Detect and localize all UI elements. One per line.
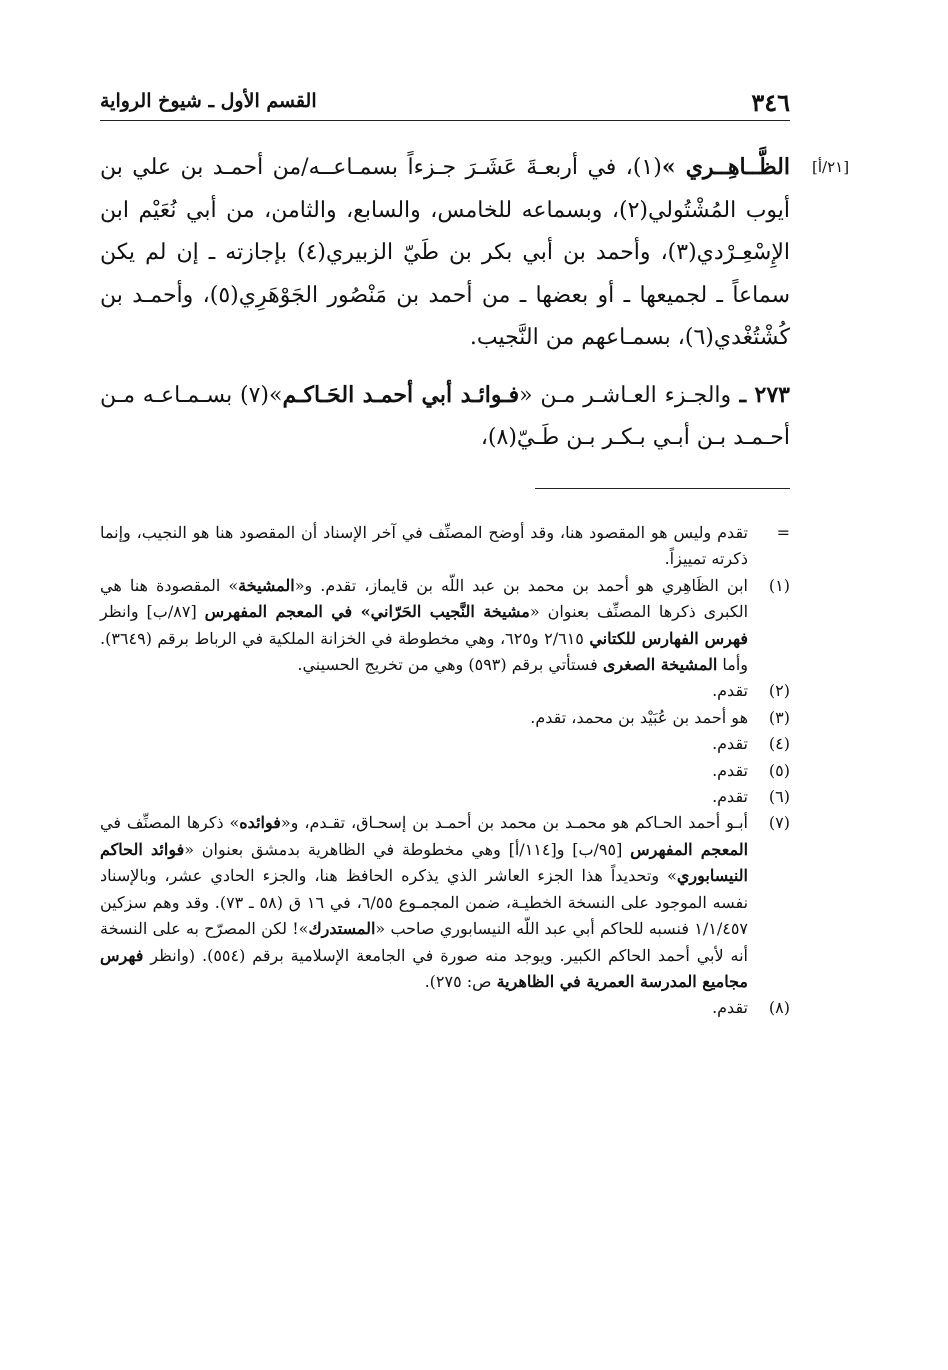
text-run: تقدم. bbox=[712, 760, 748, 780]
text-run: »(٧) بسـمـاعـه مـن أحـمـد بـن أبـي بـكـر بـن طَـيّ(٨)، bbox=[100, 382, 790, 450]
footnote-text bbox=[100, 995, 748, 1021]
text-run: » وتحديداً هذا الجزء العاشر الذي يذكره الحافظ هنا، والجزء الحادي عشر، وبالإسناد نفسه الموجود على النسخة الخطيـة، ضمن المجمـوع ٦/٥٥، في ١٦ ق (٥٨ ـ ٧٣). وقد وهم سزكين ١/١/٤٥٧ فنسبه للحاكم أبي عبد اللّه النيسابوري صاحب « bbox=[100, 866, 749, 939]
text-run: [٨٧/ب] وانظر bbox=[100, 602, 205, 622]
text-run: » ذكرها المصنِّف في bbox=[100, 813, 240, 833]
text-run: ص: ٢٧٥). bbox=[424, 971, 497, 991]
footnote-separator bbox=[535, 488, 790, 489]
footnote bbox=[100, 758, 790, 784]
footnote-text bbox=[100, 784, 748, 810]
bold-text: المشيخة الصغرى bbox=[602, 655, 718, 675]
footnote-number: (٥) bbox=[768, 760, 790, 780]
footnote-number: (٤) bbox=[768, 734, 790, 754]
margin-reference: [٢١/أ] bbox=[812, 158, 850, 176]
bold-text: فهرس الفهارس للكتاني bbox=[589, 628, 748, 648]
bold-text: مشيخة النَّجيب الحَرّاني» في المعجم المفهرس bbox=[204, 602, 530, 622]
text-run: » المقصودة هنا هي الكبرى ذكرها المصنِّف بعنوان « bbox=[100, 575, 749, 622]
footnote-number: (١) bbox=[768, 575, 790, 595]
text-run: والجـزء العـاشـر مـن « bbox=[519, 382, 732, 408]
bold-text: الظَّــاهِــري » bbox=[661, 154, 791, 180]
text-run: تقدم. bbox=[712, 681, 748, 701]
main-text bbox=[100, 146, 790, 460]
running-title: القسم الأول ـ شيوخ الرواية bbox=[100, 90, 317, 112]
footnote-text bbox=[100, 678, 748, 704]
text-run: تقدم. bbox=[712, 734, 748, 754]
footnote-number: (٣) bbox=[768, 707, 790, 727]
text-run: هو أحمد بن عُبَيْد بن محمد، تقدم. bbox=[530, 707, 748, 727]
text-run: »! لكن المصرّح به على النسخة أنه لأبي أحمد الحاكم الكبير. ويوجد منه صورة في الجامعة الإسلامية برقم (٥٥٤). (وانظر bbox=[100, 919, 748, 965]
footnote-text bbox=[100, 731, 748, 757]
text-run: تقدم وليس هو المقصود هنا، وقد أوضح المصنِّف في آخر الإسناد أن المقصود هنا هو النجيب، وإنما ذكرته تمييزاً. bbox=[100, 523, 748, 569]
text-run: [٩٥/ب] و[١١٤/أ] وهي مخطوطة في الظاهرية بدمشق بعنوان « bbox=[184, 839, 631, 859]
footnote bbox=[100, 520, 790, 573]
footnote-text bbox=[100, 758, 748, 784]
footnote bbox=[100, 573, 790, 679]
footnote bbox=[100, 995, 790, 1021]
text-run: ابن الظَاهِري هو أحمد بن محمد بن عبد اللّه بن قايماز، تقدم. و« bbox=[294, 575, 748, 595]
footnote-number: (٧) bbox=[768, 813, 790, 833]
text-run: فستأتي برقم (٥٩٣) وهي من تخريج الحسيني. bbox=[297, 655, 603, 675]
entry-273 bbox=[100, 374, 790, 460]
bold-text: فوائد الحاكم النيسابوري bbox=[100, 839, 748, 886]
footnote-number: = bbox=[776, 523, 790, 542]
bold-text: المعجم المفهرس bbox=[630, 839, 749, 859]
footnote bbox=[100, 731, 790, 757]
bold-text: ٢٧٣ ـ bbox=[731, 381, 790, 408]
bold-text: المشيخة bbox=[238, 575, 295, 595]
text-run: ٢/٦١٥ و٦٢٥، وهي مخطوطة في الخزانة الملكية في الرباط برقم (٣٦٤٩). وأما bbox=[100, 628, 748, 675]
footnote bbox=[100, 678, 790, 704]
bold-text: المستدرك bbox=[308, 919, 376, 939]
footnotes bbox=[100, 520, 790, 1022]
footnote-number: (٢) bbox=[768, 681, 790, 701]
footnote-text bbox=[100, 705, 748, 731]
bold-text: فوائده bbox=[239, 813, 281, 833]
footnote-number: (٨) bbox=[768, 998, 790, 1018]
bold-text: فـوائـد أبي أحمـد الحَـاكـم bbox=[282, 381, 520, 408]
text-run: (١)، في أربعـةَ عَشَـرَ جـزءاً بسمـاعــه/من أحمـد بن علي بن أيوب المُشْتُولي(٢)، وبسماعه للخامس، والسابع، والثامن، من أبي نُعَيْم ابن الإِسْعِـرْدي(٣)، وأحمد بن أبي بكر بن طَيّ الزبيري(٤) بإجازته ـ إن لم يكن سماعاً ـ لجميعها ـ أو بعضها ـ من أحمد بن مَنْصُور الجَوْهَرِي(٥)، وأحمـد بن كُشْتُغْدي(٦)، بسمـاعهم من النَّجيب. bbox=[100, 155, 791, 350]
footnote-text bbox=[100, 810, 748, 995]
text-run: تقدم. bbox=[712, 998, 748, 1018]
text-run: تقدم. bbox=[712, 787, 748, 807]
footnote-text bbox=[100, 520, 748, 573]
footnote-number: (٦) bbox=[768, 787, 790, 807]
main-paragraph bbox=[100, 146, 790, 360]
footnote bbox=[100, 810, 790, 995]
running-header bbox=[100, 86, 790, 121]
footnote bbox=[100, 705, 790, 731]
footnote-text bbox=[100, 573, 748, 679]
footnote bbox=[100, 784, 790, 810]
text-run: أبـو أحمد الحـاكم هو محمـد بن محمد بن أحمـد بن إسحـاق، تقـدم، و« bbox=[280, 813, 749, 833]
page-number: ٣٤٦ bbox=[751, 88, 790, 117]
bold-text: فهرس مجاميع المدرسة العمرية في الظاهرية bbox=[100, 945, 748, 991]
